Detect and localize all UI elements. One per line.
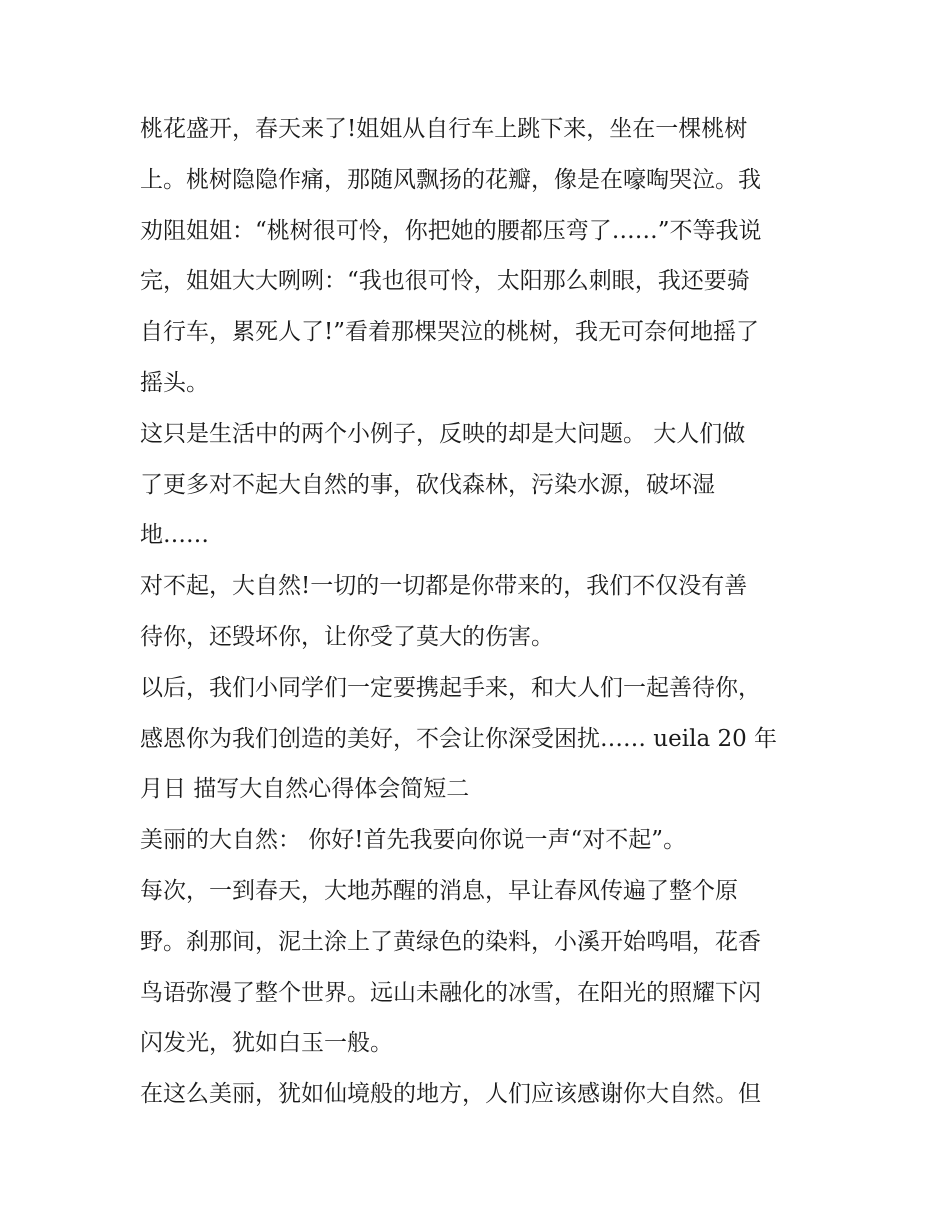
paragraph-wonderland: 在这么美丽，犹如仙境般的地方，人们应该感谢你大自然。但 — [140, 1081, 761, 1108]
paragraph-future: 以后，我们小同学们一定要携起手来，和大人们一起善待你， 感恩你为我们创造的美好，不会让你深受困扰…… ueila 20 年 月日 描写大自然心得体会简短二 — [140, 674, 778, 803]
paragraph-greeting: 美丽的大自然： 你好!首先我要向你说一声“对不起”。 — [140, 827, 687, 854]
paragraph-big-problem: 这只是生活中的两个小例子，反映的却是大问题。 大人们做 了更多对不起大自然的事，砍伐森林，污染水源，破坏湿 地…… — [140, 420, 746, 549]
paragraph-apology: 对不起，大自然!一切的一切都是你带来的，我们不仅没有善 待你，还毁坏你，让你受了莫大的伤害。 — [140, 573, 748, 650]
paragraph-spring: 每次，一到春天，大地苏醒的消息，早让春风传遍了整个原 野。刹那间，泥土涂上了黄绿色的染料，小溪开始鸣唱，花香 鸟语弥漫了整个世界。远山未融化的冰雪，在阳光的照耀下闪 闪发光，犹如白玉一般。 — [140, 877, 761, 1057]
paragraph-peach-tree: 桃花盛开，春天来了!姐姐从自行车上跳下来，坐在一棵桃树 上。桃树隐隐作痛，那随风飘扬的花瓣，像是在嚎啕哭泣。我 劝阻姐姐：“桃树很可怜，你把她的腰都压弯了……”不等我说 完，姐姐大大咧咧：“我也很可怜，太阳那么刺眼，我还要骑 自行车，累死人了!”看着那棵哭泣的桃树，我无可奈何地摇了 摇头。 — [140, 116, 762, 396]
document-body — [140, 104, 820, 1120]
